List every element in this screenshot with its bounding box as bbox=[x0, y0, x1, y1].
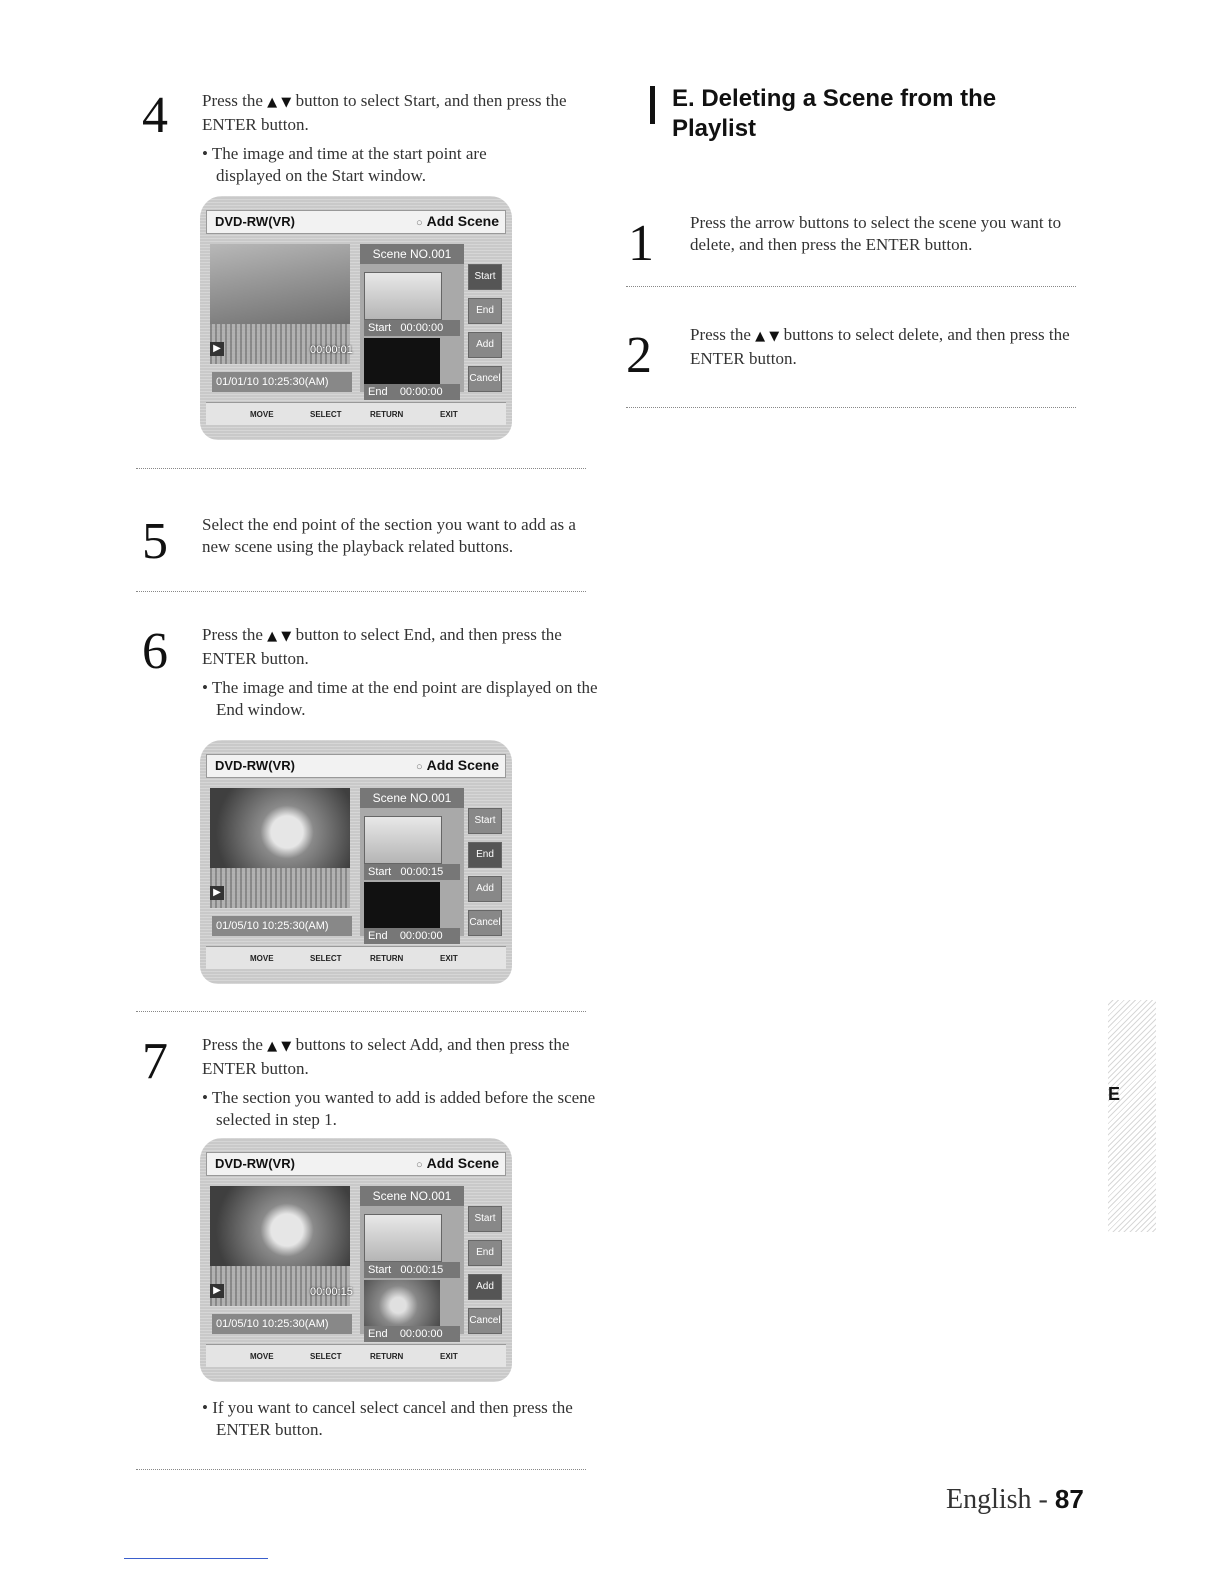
page-footer bbox=[946, 1484, 1084, 1516]
start-button[interactable]: Start bbox=[468, 808, 502, 834]
footer-move: MOVE bbox=[250, 954, 274, 963]
step-number: 4 bbox=[142, 87, 168, 144]
timestamp: 01/05/10 10:25:30(AM) bbox=[212, 916, 352, 936]
end-time-row: End 00:00:00 bbox=[364, 384, 460, 400]
osd-footer bbox=[206, 1344, 506, 1367]
video-preview bbox=[210, 788, 350, 868]
scene-number: Scene NO.001 bbox=[360, 788, 464, 808]
osd-screen bbox=[200, 196, 512, 440]
step-number: 5 bbox=[142, 513, 168, 570]
start-thumbnail bbox=[364, 816, 442, 864]
step-text: Press the ▲ ▼ button to select Start, and then press the ENTER button. bbox=[202, 91, 567, 134]
bottom-rule bbox=[124, 1558, 268, 1559]
osd-footer bbox=[206, 402, 506, 425]
end-thumbnail bbox=[364, 882, 440, 928]
step-text: Press the ▲ ▼ button to select End, and then press the ENTER button. bbox=[202, 625, 562, 668]
step-text: Press the ▲ ▼ buttons to select Add, and then press the ENTER button. bbox=[202, 1035, 570, 1078]
start-time-row: Start 00:00:00 bbox=[364, 320, 460, 336]
arrow-up-down-icon: ▲ ▼ bbox=[755, 329, 780, 344]
circle-icon: ○ bbox=[415, 761, 423, 773]
osd-buttons bbox=[468, 264, 502, 400]
end-button[interactable]: End bbox=[468, 298, 502, 324]
osd-title: ○ Add Scene bbox=[415, 757, 499, 773]
divider bbox=[136, 1011, 586, 1012]
osd-buttons bbox=[468, 808, 502, 944]
footer-exit: EXIT bbox=[440, 1352, 458, 1361]
start-button[interactable]: Start bbox=[468, 264, 502, 290]
osd-mode: DVD-RW(VR) bbox=[215, 758, 295, 773]
osd-mode: DVD-RW(VR) bbox=[215, 1156, 295, 1171]
start-time-row: Start 00:00:15 bbox=[364, 1262, 460, 1278]
cancel-button[interactable]: Cancel bbox=[468, 910, 502, 936]
footer-select: SELECT bbox=[310, 954, 342, 963]
arrow-up-down-icon: ▲ ▼ bbox=[267, 95, 292, 110]
end-thumbnail bbox=[364, 1280, 440, 1326]
play-icon: ▶ bbox=[210, 1284, 224, 1298]
start-button[interactable]: Start bbox=[468, 1206, 502, 1232]
osd-screen bbox=[200, 740, 512, 984]
section-bar bbox=[650, 86, 655, 124]
bullet-note: • The section you wanted to add is added before the scene selected in step 1. bbox=[202, 1088, 596, 1129]
osd-screen bbox=[200, 1138, 512, 1382]
scene-number: Scene NO.001 bbox=[360, 244, 464, 264]
playback-time: 00:00:01 bbox=[310, 344, 353, 356]
step-number: 1 bbox=[628, 215, 654, 272]
arrow-up-down-icon: ▲ ▼ bbox=[267, 1039, 292, 1054]
step-text: Press the arrow buttons to select the scene you want to delete, and then press the ENTER button. bbox=[690, 213, 1062, 254]
osd-header bbox=[206, 210, 506, 234]
cancel-button[interactable]: Cancel bbox=[468, 366, 502, 392]
footer-return: RETURN bbox=[370, 410, 404, 419]
osd-buttons bbox=[468, 1206, 502, 1342]
footer-exit: EXIT bbox=[440, 954, 458, 963]
step-number: 7 bbox=[142, 1033, 168, 1090]
circle-icon: ○ bbox=[415, 1159, 423, 1171]
section-title: E. Deleting a Scene from the Playlist bbox=[672, 85, 997, 142]
add-button[interactable]: Add bbox=[468, 876, 502, 902]
divider bbox=[626, 407, 1076, 408]
cancel-button[interactable]: Cancel bbox=[468, 1308, 502, 1334]
step-number: 2 bbox=[626, 327, 652, 384]
start-time-row: Start 00:00:15 bbox=[364, 864, 460, 880]
add-button[interactable]: Add bbox=[468, 1274, 502, 1300]
timestamp: 01/01/10 10:25:30(AM) bbox=[212, 372, 352, 392]
osd-header bbox=[206, 754, 506, 778]
footer-select: SELECT bbox=[310, 1352, 342, 1361]
footer-move: MOVE bbox=[250, 1352, 274, 1361]
timestamp: 01/05/10 10:25:30(AM) bbox=[212, 1314, 352, 1334]
bullet-note: • The image and time at the start point are displayed on the Start window. bbox=[202, 144, 487, 185]
footer-move: MOVE bbox=[250, 410, 274, 419]
step-text: Press the ▲ ▼ buttons to select delete, and then press the ENTER button. bbox=[690, 325, 1070, 368]
start-thumbnail bbox=[364, 272, 442, 320]
divider bbox=[136, 591, 586, 592]
osd-title: ○ Add Scene bbox=[415, 1155, 499, 1171]
end-time-row: End 00:00:00 bbox=[364, 928, 460, 944]
step-text: Select the end point of the section you want to add as a new scene using the playback related buttons. bbox=[202, 515, 576, 556]
bullet-note: • If you want to cancel select cancel and then press the ENTER button. bbox=[202, 1398, 573, 1439]
osd-footer bbox=[206, 946, 506, 969]
play-icon: ▶ bbox=[210, 886, 224, 900]
divider bbox=[136, 1469, 586, 1470]
footer-exit: EXIT bbox=[440, 410, 458, 419]
arrow-up-down-icon: ▲ ▼ bbox=[267, 629, 292, 644]
divider bbox=[136, 468, 586, 469]
chapter-tab bbox=[1108, 1000, 1156, 1232]
video-preview bbox=[210, 244, 350, 324]
circle-icon: ○ bbox=[415, 217, 423, 229]
divider bbox=[626, 286, 1076, 287]
footer-language: English - bbox=[946, 1484, 1055, 1515]
start-thumbnail bbox=[364, 1214, 442, 1262]
footer-select: SELECT bbox=[310, 410, 342, 419]
chapter-letter: E bbox=[1108, 1084, 1121, 1104]
osd-header bbox=[206, 1152, 506, 1176]
end-button[interactable]: End bbox=[468, 842, 502, 868]
osd-mode: DVD-RW(VR) bbox=[215, 214, 295, 229]
footer-return: RETURN bbox=[370, 954, 404, 963]
step-number: 6 bbox=[142, 623, 168, 680]
page-number: 87 bbox=[1054, 1484, 1084, 1514]
end-thumbnail bbox=[364, 338, 440, 384]
play-icon: ▶ bbox=[210, 342, 224, 356]
bullet-note: • The image and time at the end point are displayed on the End window. bbox=[202, 678, 598, 719]
end-button[interactable]: End bbox=[468, 1240, 502, 1266]
osd-title: ○ Add Scene bbox=[415, 213, 499, 229]
add-button[interactable]: Add bbox=[468, 332, 502, 358]
scene-number: Scene NO.001 bbox=[360, 1186, 464, 1206]
progress-bar bbox=[210, 868, 350, 908]
playback-time: 00:00:15 bbox=[310, 1286, 353, 1298]
footer-return: RETURN bbox=[370, 1352, 404, 1361]
video-preview bbox=[210, 1186, 350, 1266]
end-time-row: End 00:00:00 bbox=[364, 1326, 460, 1342]
